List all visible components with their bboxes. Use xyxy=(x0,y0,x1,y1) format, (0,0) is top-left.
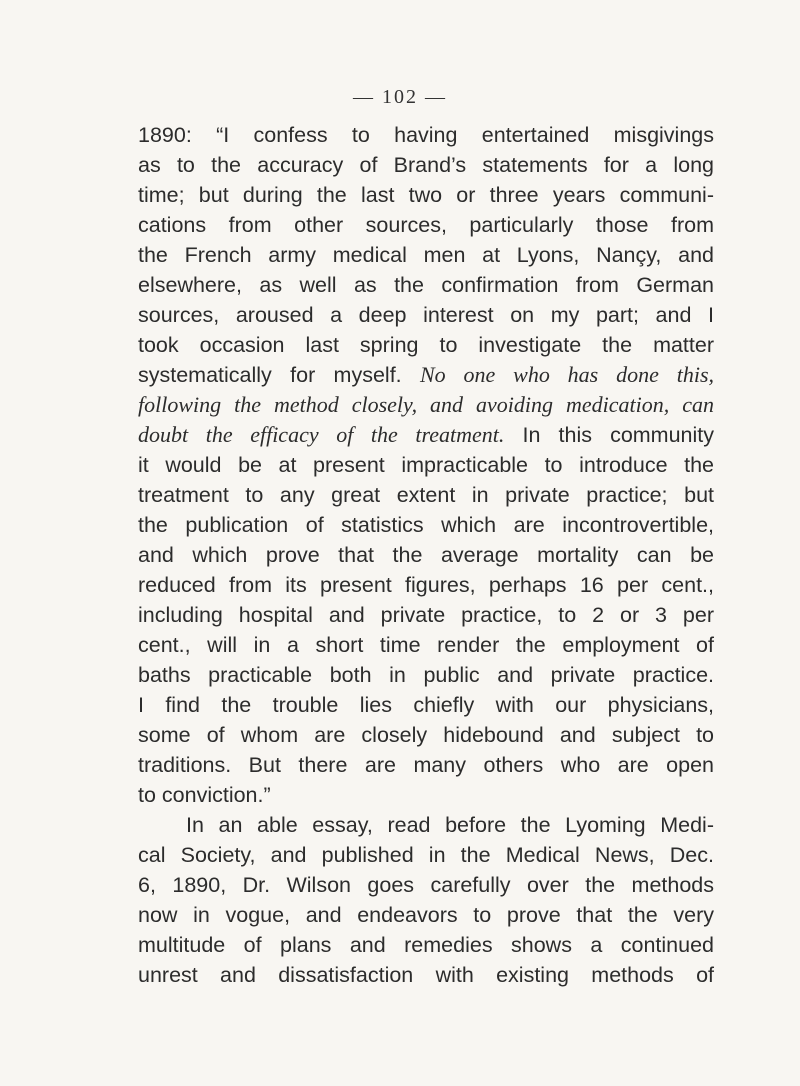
text-line: cent., will in a short time render the employment of xyxy=(138,633,714,657)
text-line: cations from other sources, particularly those from xyxy=(138,213,714,237)
text-segment: In this community xyxy=(522,423,715,447)
text-line-mixed xyxy=(138,360,714,390)
text-line-mixed xyxy=(138,420,714,450)
text-line: unrest and dissatisfaction with existing methods of xyxy=(138,963,714,987)
text-line: to conviction.” xyxy=(138,783,271,807)
text-line: and which prove that the average mortality can be xyxy=(138,543,714,567)
text-line: the French army medical men at Lyons, Nançy, and xyxy=(138,243,714,267)
text-line: now in vogue, and endeavors to prove that the very xyxy=(138,903,714,927)
text-line: it would be at present impracticable to introduce the xyxy=(138,453,714,477)
text-segment: systematically for myself. xyxy=(138,363,402,387)
page-header xyxy=(0,0,800,109)
italic-segment: No one who has done this, xyxy=(420,362,715,387)
text-line: took occasion last spring to investigate the matter xyxy=(138,333,714,357)
text-line: cal Society, and published in the Medical News, Dec. xyxy=(138,843,714,867)
text-line: 1890: “I confess to having entertained misgivings xyxy=(138,123,714,147)
text-line: sources, aroused a deep interest on my part; and I xyxy=(138,303,714,327)
text-line: baths practicable both in public and private practice. xyxy=(138,663,714,687)
italic-line: following the method closely, and avoiding medication, can xyxy=(138,392,714,417)
text-line: traditions. But there are many others who are open xyxy=(138,753,714,777)
text-line: 6, 1890, Dr. Wilson goes carefully over the methods xyxy=(138,873,714,897)
text-line: I find the trouble lies chiefly with our physicians, xyxy=(138,693,714,717)
text-line: the publication of statistics which are incontrovertible, xyxy=(138,513,714,537)
text-line: In an able essay, read before the Lyoming Medi- xyxy=(186,813,714,837)
page-number: — 102 — xyxy=(353,86,447,108)
italic-segment: doubt the efficacy of the treatment. xyxy=(138,422,505,447)
text-line: reduced from its present figures, perhaps 16 per cent., xyxy=(138,573,714,597)
text-line: multitude of plans and remedies shows a continued xyxy=(138,933,714,957)
text-line: as to the accuracy of Brand’s statements for a long xyxy=(138,153,714,177)
text-line: treatment to any great extent in private practice; but xyxy=(138,483,714,507)
text-line: time; but during the last two or three years communi- xyxy=(138,183,714,207)
text-line: some of whom are closely hidebound and subject to xyxy=(138,723,714,747)
text-line: including hospital and private practice, to 2 or 3 per xyxy=(138,603,714,627)
text-line: elsewhere, as well as the confirmation from German xyxy=(138,273,714,297)
